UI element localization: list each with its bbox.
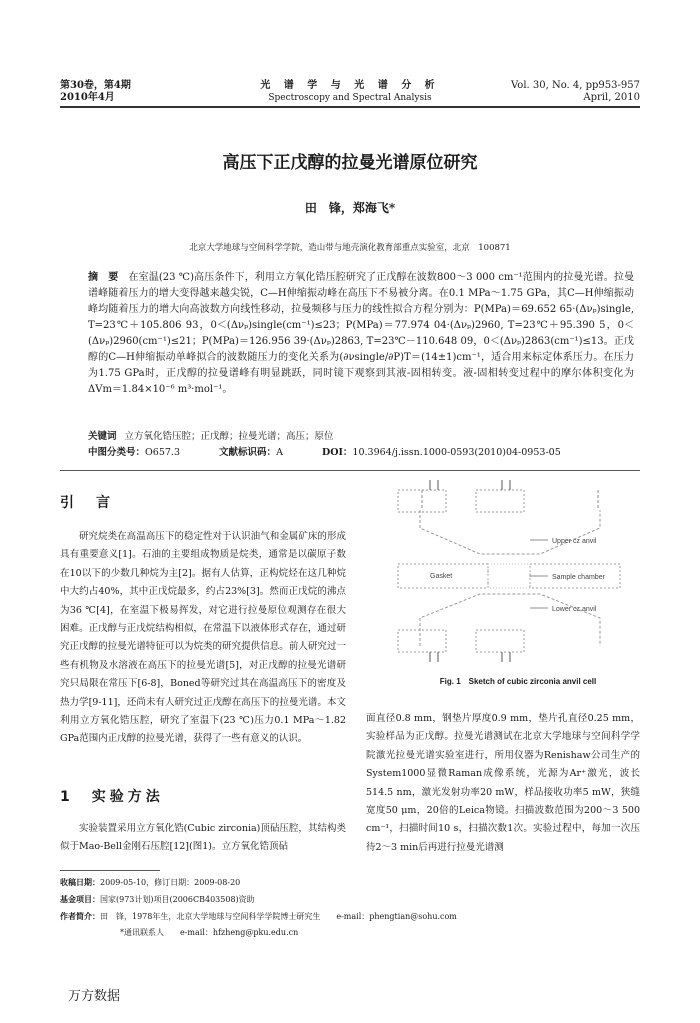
- journal-name: [230, 80, 470, 104]
- sample-chamber: [488, 564, 530, 588]
- watermark: 万方数据: [68, 989, 121, 1004]
- methods-body-right: [366, 710, 640, 857]
- date-en: April, 2010: [583, 92, 640, 103]
- abstract: [88, 270, 634, 398]
- journal-volume-cn: [60, 80, 131, 104]
- label-upper-anvil: Upper cz anvil: [552, 538, 597, 545]
- intro-body: [60, 528, 346, 749]
- keywords-label: 关键词: [88, 431, 117, 442]
- classification-line: [88, 445, 634, 461]
- journal-name-en: Spectroscopy and Spectral Analysis: [268, 93, 432, 103]
- label-sample-chamber: Sample chamber: [552, 574, 605, 581]
- doc-code: A: [276, 447, 283, 458]
- figure-labels: [430, 538, 606, 613]
- clc-label: 中图分类号：: [88, 447, 146, 458]
- abstract-text: 在室温(23 ℃)高压条件下，利用立方氧化锆压腔研究了正戊醇在波数800～3 000 cm⁻¹范围内的拉曼光谱。拉曼谱峰随着压力的增大变得越来越尖锐，C—H伸缩振动峰在高压下不易被分离。在0.1 MPa～1.75 GPa，其C—H伸缩振动峰均随着压力的增大向高波数方向线性移动，拉曼频移与压力的线性拟合方程分别为：P(MPa)＝69.652 65·(Δνₚ)single, T=23℃＋105.806 93，0＜(Δνₚ)single(cm⁻¹)≤23；P(MPa)＝77.974 04·(Δνₚ)2960, T=23℃＋95.390 5，0＜(Δνₚ)2960(cm⁻¹)≤21；P(MPa)＝126.956 39·(Δνₚ)2863, T=23℃－110.648 09，0＜(Δνₚ)2863(cm⁻¹)≤13。正戊醇的C—H伸缩振动单峰拟合的波数随压力的变化关系为(∂νsingle/∂P)T＝(14±1)cm⁻¹，适合用来标定体系压力。在压力为1.75 GPa时，正戊醇的拉曼谱峰有明显跳跃，同时镜下观察到其液-固相转变。液-固相转变过程中的摩尔体积变化为ΔVm＝1.84×10⁻⁶ m³·mol⁻¹。: [88, 272, 635, 395]
- figure-1-caption: Fig. 1 Sketch of cubic zirconia anvil cell: [439, 677, 597, 686]
- doi-label: DOI：: [321, 447, 353, 458]
- author-note: [60, 908, 640, 925]
- doc-code-label: 文献标识码：: [219, 447, 277, 458]
- label-lower-anvil: Lower cz anvil: [552, 606, 597, 613]
- header-rule: [60, 106, 640, 108]
- author-label: 作者简介：: [60, 911, 100, 921]
- clc-code: O657.3: [145, 447, 181, 458]
- figure-1-anvil-sketch: [380, 470, 640, 670]
- affiliation: 北京大学地球与空间科学学院，造山带与地壳演化教育部重点实验室，北京 100871: [189, 243, 511, 253]
- corresponding-note: *通讯联系人 e-mail：hfzheng@pku.edu.cn: [120, 928, 299, 937]
- doi: 10.3964/j.issn.1000-0593(2010)04-0953-05: [352, 447, 561, 458]
- methods-body-left: [60, 820, 346, 857]
- fund-note: [60, 891, 640, 908]
- abstract-label: 摘 要: [88, 272, 119, 283]
- label-gasket: Gasket: [430, 573, 453, 580]
- intro-paragraph: 研究烷类在高温高压下的稳定性对于认识油气和金属矿床的形成具有重要意义[1]。石油的主要组成物质是烷类，通常是以碳原子数在10以下的少数几种烷为主[2]。据有人估算，正构烷烃在这几种烷中大约占40%，其中正戊烷最多，约占23%[3]。然而正戊烷的沸点为36 ℃[4]，在室温下极易挥发，对它进行拉曼原位观测存在很大困难。正戊醇与正戊烷结构相似，在常温下以液体形式存在，通过研究正戊醇的拉曼光谱特征可以为烷类的研究提供信息。前人研究过一些有机物及水溶液在高压下的拉曼光谱[5]，对正戊醇的拉曼光谱研究只局限在常压下[6-8]，Boned等研究过其在高温高压下的密度及热力学[9-11]，还尚未有人研究过正戊醇在高压下的拉曼光谱。本文利用立方氧化锆压腔，研究了室温下(23 ℃)压力0.1 MPa～1.82 GPa范围内正戊醇的拉曼光谱，获得了一些有意义的认识。: [60, 531, 346, 745]
- footnotes: [60, 874, 640, 941]
- methods-paragraph-1: 实验装置采用立方氧化锆(Cubic zirconia)顶砧压腔，其结构类似于Mao-Bell金刚石压腔[12](图1)。立方氧化锆顶砧: [60, 823, 346, 853]
- journal-volume-en: [511, 80, 640, 104]
- paper-title: 高压下正戊醇的拉曼光谱原位研究: [222, 153, 478, 173]
- fund-text: 国家(973计划)项目(2006CB403508)资助: [100, 895, 255, 904]
- author-bio: 田 锋，1978年生，北京大学地球与空间科学学院博士研究生 e-mail：phengtian@sohu.com: [100, 912, 457, 921]
- keywords-text: 立方氧化锆压腔；正戊醇；拉曼光谱；高压；原位: [124, 431, 334, 442]
- journal-name-cn: 光 谱 学 与 光 谱 分 析: [260, 80, 440, 91]
- author-list: 田 锋，郑海飞*: [304, 201, 396, 215]
- methods-heading: 1 实验方法: [60, 789, 164, 805]
- volume-issue-en: Vol. 30, No. 4, pp953-957: [511, 80, 640, 91]
- keywords-block: [88, 429, 634, 461]
- intro-heading: 引 言: [60, 495, 114, 511]
- footnote-rule: [60, 870, 160, 871]
- methods-paragraph-2: 面直径0.8 mm，钢垫片厚度0.9 mm，垫片孔直径0.25 mm，实验样品为正戊醇。拉曼光谱测试在北京大学地球与空间科学学院激光拉曼光谱实验室进行，所用仪器为Renishaw公司生产的System1000显微Raman成像系统，光源为Ar⁺激光，波长514.5 nm，激光发射功率20 mW，样品接收功率5 mW，狭缝宽度50 μm，20倍的Leica物镜。扫描波数范围为200～3 500 cm⁻¹，扫描时间10 s，扫描次数1次。实验过程中，每加一次压待2～3 min后再进行拉曼光谱测: [366, 713, 640, 853]
- received-note: [60, 874, 640, 891]
- received-label: 收稿日期：: [60, 877, 100, 887]
- keywords-line: [88, 429, 634, 445]
- date-cn: 2010年4月: [60, 92, 115, 103]
- fund-label: 基金项目：: [60, 894, 100, 904]
- volume-issue-cn: 第30卷，第4期: [60, 80, 131, 91]
- lower-anvil: [398, 594, 600, 662]
- received-dates: 2009-05-10，修订日期：2009-08-20: [100, 878, 241, 887]
